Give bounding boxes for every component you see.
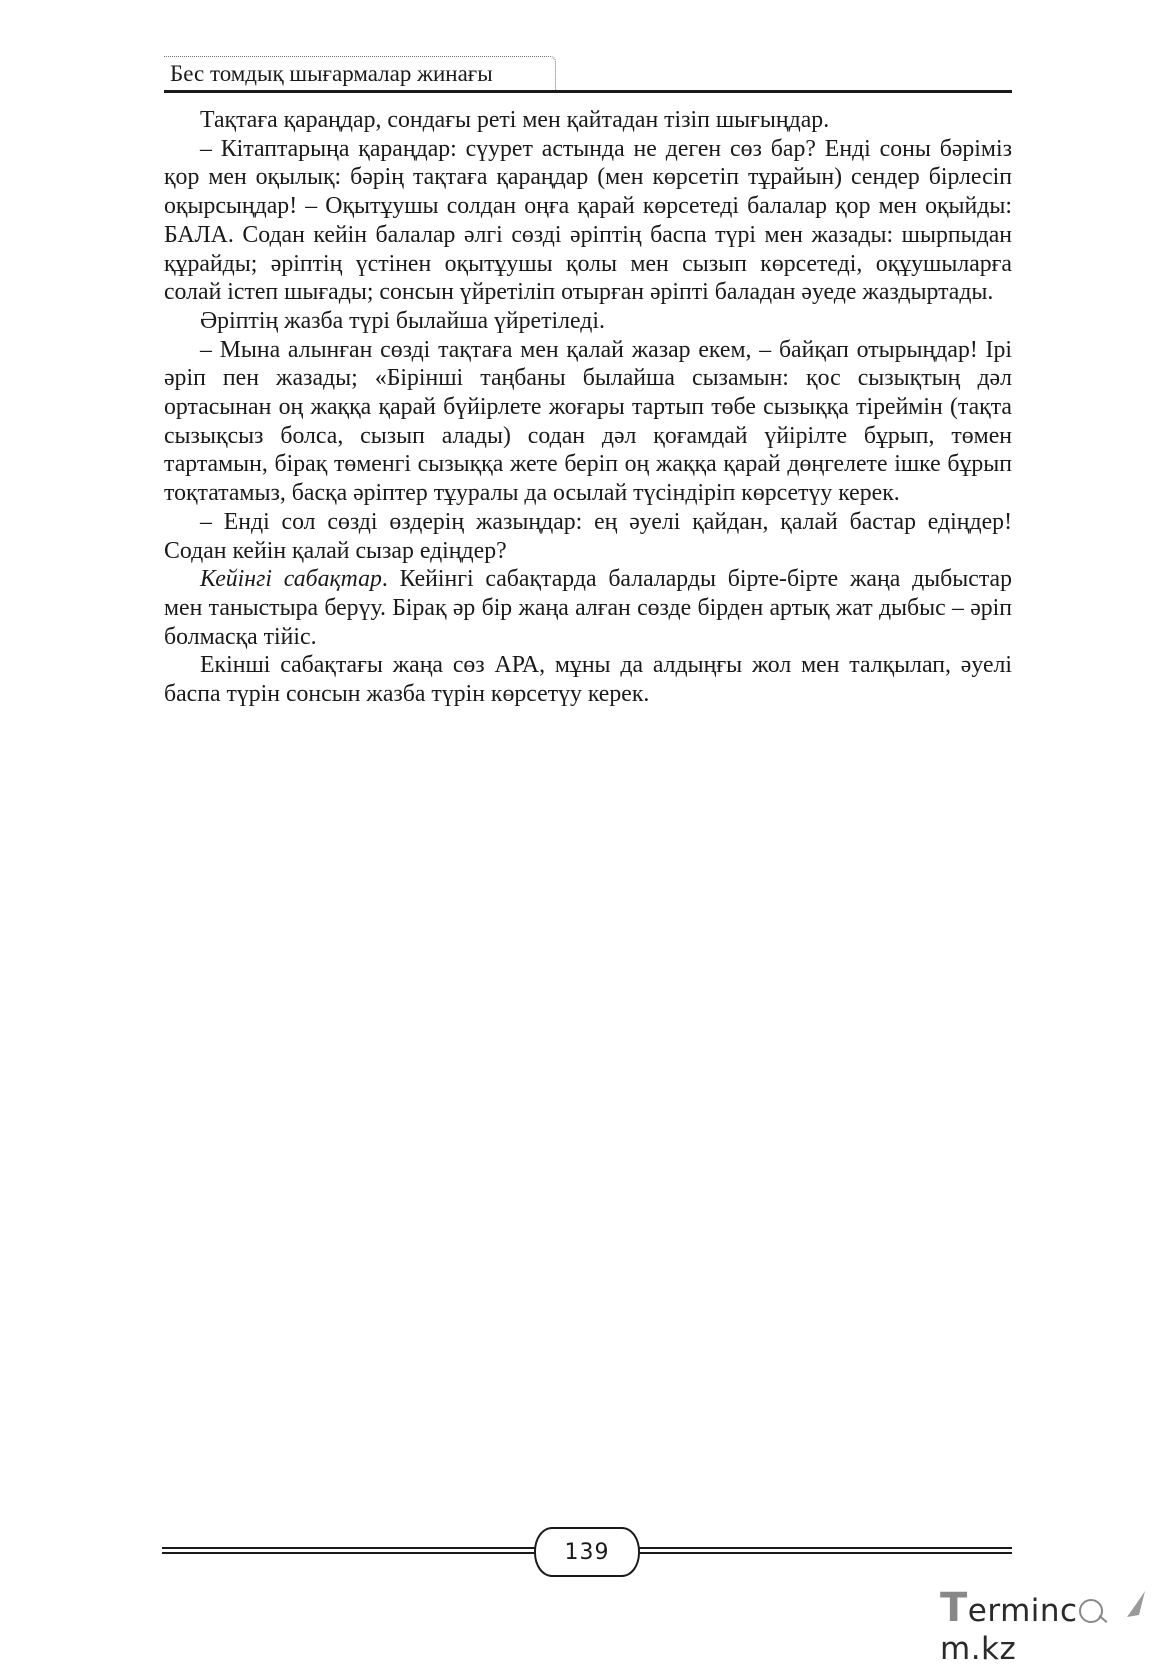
paragraph-6: [164, 565, 1012, 651]
header-tab: [164, 56, 556, 90]
paragraph-6-lead: Кейінгі сабақтар: [200, 566, 382, 593]
paragraph-1: Тақтаға қараңдар, сондағы реті мен қайтадан тізіп шығыңдар.: [200, 107, 830, 133]
page-footer: [162, 1525, 1012, 1585]
magnifier-icon: [1079, 1599, 1103, 1623]
footer-rule-left-bottom: [162, 1552, 536, 1554]
page-number: 139: [564, 1539, 610, 1565]
page-number-box: [534, 1527, 640, 1577]
watermark-lead: T: [940, 1585, 968, 1631]
footer-rule-right-bottom: [638, 1552, 1012, 1554]
body-text: [164, 106, 1012, 709]
paragraph-7: Екінші сабақтағы жаңа сөз АРА, мұны да алдыңғы жол мен талқылап, әуелі баспа түрін сонсын жазба түрін көрсетүу керек.: [164, 652, 1012, 708]
swoosh-icon: [1125, 1589, 1147, 1619]
footer-rule-left-top: [162, 1547, 536, 1549]
watermark-part2: m.kz: [940, 1631, 1017, 1667]
footer-rule-right-top: [638, 1547, 1012, 1549]
header-title: Бес томдық шығармалар жинағы: [170, 61, 493, 86]
running-header: [164, 56, 1012, 93]
site-watermark: [940, 1585, 1150, 1667]
watermark-part1: erminc: [967, 1593, 1078, 1629]
paragraph-2: – Кітаптарыңа қараңдар: сүурет астында не деген сөз бар? Енді соны бәріміз қор мен оқылық: бәрің тақтаға қараңдар (мен көрсетіп тұрайын) сендер бірлесіп оқырсыңдар! – Оқытұушы солдан оңға қарай көрсетеді балалар қор мен оқыйды: БАЛА. Содан кейін балалар әлгі сөзді әріптің баспа түрі мен жазады: шырпыдан құрайды; әріптің үстінен оқытұушы қолы мен сызып көрсетеді, оқұушыларға солай істеп шығады; сонсын үйретіліп отырған әріпті баладан әуеде жаздыртады.: [164, 135, 1012, 306]
paragraph-3: Әріптің жазба түрі былайша үйретіледі.: [200, 307, 605, 334]
paragraph-4: – Мына алынған сөзді тақтаға мен қалай жазар екем, – байқап отырыңдар! Ірі әріп пен жазады; «Бірінші таңбаны былайша сызамын: қос сызықтың дәл ортасынан оң жаққа қарай бүйірлете жоғары тартып төбе сызыққа тіреймін (тақта сызықсыз болса, сызып алады) содан дәл қоғамдай үйірілте бұрып, төмен тартамын, бірақ төменгі сызыққа жете беріп оң жаққа қарай дөңгелете ішке бұрып тоқтатамыз, басқа әріптер тұуралы да осылай түсіндіріп көрсетүу керек.: [164, 336, 1012, 507]
paragraph-6-text: . Кейінгі сабақтарда балаларды бірте-бірте жаңа дыбыстар мен таныстыра берүу. Бірақ әр бір жаңа алған сөзде бірден артық жат дыбыс – әріп болмасқа тійіс.: [164, 566, 1012, 650]
paragraph-5: – Енді сол сөзді өздерің жазыңдар: ең әуелі қайдан, қалай бастар едіңдер! Содан кейін қалай сызар едіңдер?: [164, 508, 1012, 564]
